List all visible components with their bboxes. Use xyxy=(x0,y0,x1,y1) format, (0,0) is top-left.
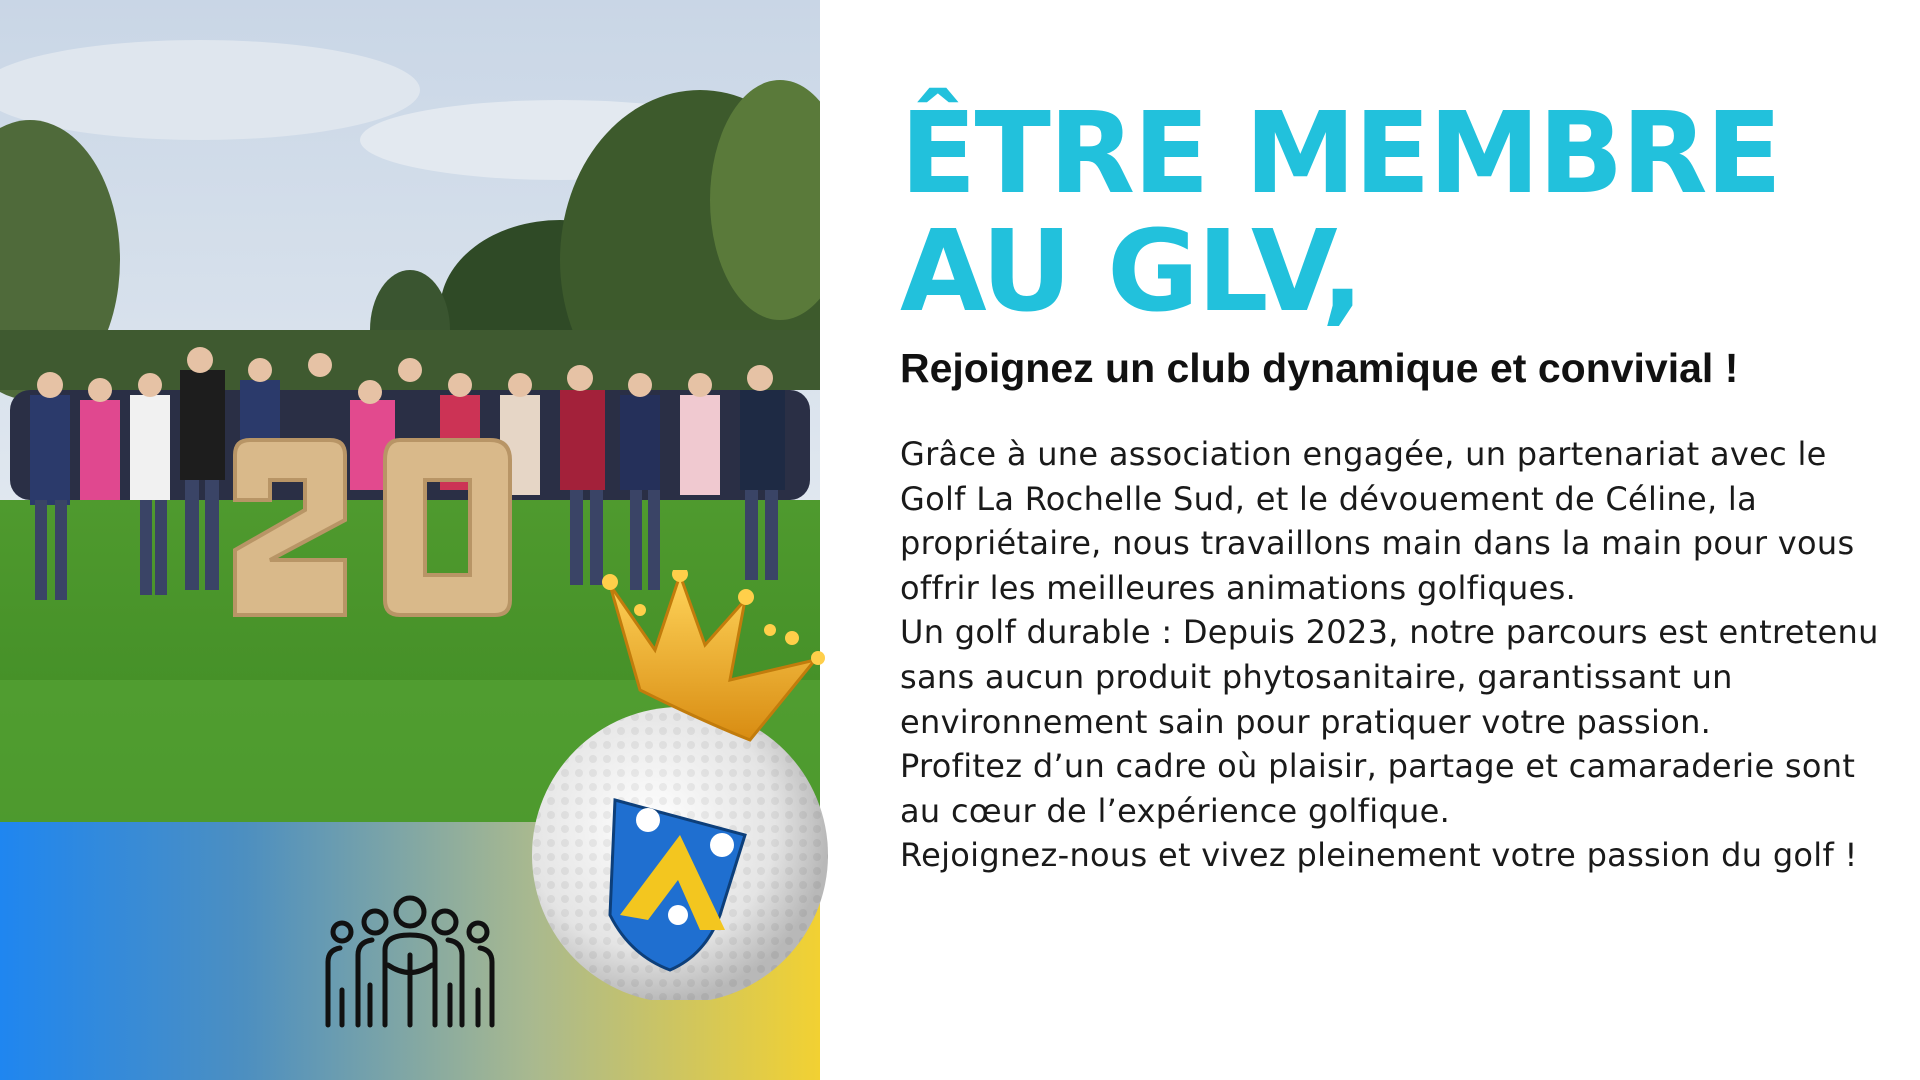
paragraph-cta: Rejoignez-nous et vivez pleinement votre passion du golf ! xyxy=(900,836,1858,875)
paragraph-sustainable: Un golf durable : Depuis 2023, notre parcours est entretenu sans aucun produit phytosanitaire, garantissant un environnement sain pour pratiquer votre passion. xyxy=(900,613,1879,741)
people-group-icon xyxy=(320,890,500,1030)
text-column xyxy=(900,0,1900,1080)
title-line-1: ÊTRE MEMBRE xyxy=(900,89,1781,219)
paragraph-partnership: Grâce à une association engagée, un partenariat avec le Golf La Rochelle Sud, et le dévouement de Céline, la propriétaire, nous travaillons main dans la main pour vous offrir les meilleures animations golfiques. xyxy=(900,435,1855,607)
subtitle: Rejoignez un club dynamique et convivial ! xyxy=(900,345,1739,391)
page-title xyxy=(900,89,1900,337)
paragraph-setting: Profitez d’un cadre où plaisir, partage et camaraderie sont au cœur de l’expérience golfique. xyxy=(900,747,1856,830)
title-line-2: AU GLV, xyxy=(900,207,1362,337)
description xyxy=(900,432,1900,878)
golf-ball-crest xyxy=(530,570,840,1000)
